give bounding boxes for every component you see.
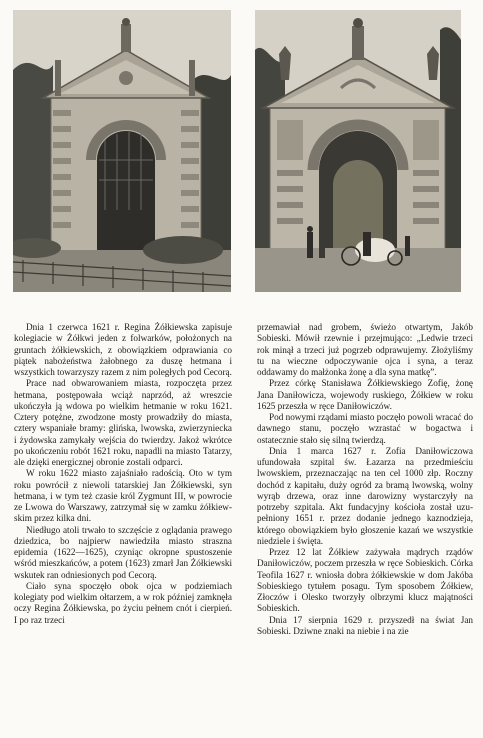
- paragraph: Prace nad obwarowaniem miasta, rozpoczęta przez hetmana, postępowała wciąż naprzód, aż wreszcie ukończyła ją wdowa po wielkim hetmanie w roku 1621. Cztery potężne, zwodzone mosty prowadziły do miasta, cztery wspaniałe bramy: glińska, lwowska, zwierzyniecka i żydowska zamykały wejścia do twierdzy. Jakoż wkrótce po ukończeniu robót 1621 roku, napadli na miasto Tatarzy, ale dzięki energicznej obronie zostali odparci.: [14, 378, 232, 467]
- gate-photo-right: [255, 10, 461, 292]
- paragraph: W roku 1622 miasto zajaśniało radością. Oto w tym roku powrócił z niewoli tatarskiej Jan Żółkiewski, syn hetmana, i w tym też czasie król Zygmunt III, w powrocie ze Lwowa do Warszawy, zatrzymał się w zamku żółkiewskim przez kilka dni.: [14, 468, 232, 524]
- gate-left-illustration: [13, 10, 231, 292]
- text-column-left: [14, 322, 232, 732]
- paragraph: Przez 12 lat Żółkiew zażywała mądrych rządów Daniłowiczów, poczem przeszła w ręce Sobieskich. Córka Teofila 1627 r. wniosła dobra żółkiewskie w dom Jakóba Sobieskiego tytułem posagu. Tym sposobem Żółkiew, Złoczów i Olesko tworzyły olbrzymi klucz majątności Sobieskich.: [257, 547, 473, 614]
- paragraph: Dnia 1 marca 1627 r. Zofia Daniłowiczowa ufundowała szpital św. Łazarza na przedmieściu lwowskiem, przeznaczając na ten cel 1000 złp. Roczny dochód z kapitału, duży ogród za bramą lwowską, wolny wyrąb drzewa, oraz inne darowizny wystarczyły na potrzeby szpitala. Akt fundacyjny kościoła został uzupełniony 1651 r. przez dodanie jednego kaznodzieja, którego obowiązkiem było głoszenie kazań we wszystkie niedziele i święta.: [257, 445, 473, 546]
- paragraph: Niedługo atoli trwało to szczęście z oglądania prawego dziedzica, bo najpierw nawiedziła miasto straszna epidemia (1622—1625), czyniąc okropne spustoszenie wśród mieszkańców, a potem (1623) zmarł Jan Żółkiewski wskutek ran odniesionych pod Cecorą.: [14, 524, 232, 580]
- paragraph: Pod nowymi rządami miasto poczęło powoli wracać do dawnego stanu, poczęło wzrastać w bogactwa i ostatecznie stało się silną twierdzą.: [257, 412, 473, 445]
- paragraph: Przez córkę Stanisława Żółkiewskiego Zofię, żonę Jana Daniłowicza, wojewody ruskiego, Żółkiew w roku 1625 przeszła w ręce Daniłowiczów.: [257, 378, 473, 411]
- paragraph: Ciało syna spoczęło obok ojca w podziemiach kolegiaty pod wielkim ołtarzem, a w rok później zamknęła oczy Regina Żółkiewska, po życiu pełnem cnót i cierpień. I po raz trzeci: [14, 580, 232, 625]
- text-column-right: [257, 322, 473, 732]
- paragraph: Dnia 1 czerwca 1621 r. Regina Żółkiewska zapisuje kolegiacie w Żółkwi jeden z folwarków, położonych na gruntach żółkiewskich, z obowiązkiem odprawiania co piątek nabożeństwa żałobnego za duszę hetmana i wszystkich towarzyszy razem z nim poległych pod Cecorą.: [14, 322, 232, 377]
- gate-right-illustration: [255, 10, 461, 292]
- paragraph: przemawiał nad grobem, świeżo otwartym, Jakób Sobieski. Mówił rzewnie i przejmująco: „Ledwie trzeci rok minął a trzeci już pogrzeb odprawujemy. Złożyliśmy tu na wieczne odpoczywanie ojca i syna, a teraz oddawamy do małżonka żonę a dla syna matkę”.: [257, 322, 473, 377]
- paragraph: Dnia 17 sierpnia 1629 r. przyszedł na świat Jan Sobieski. Dziwne znaki na niebie i na zie: [257, 614, 473, 636]
- gate-photo-left: [13, 10, 231, 292]
